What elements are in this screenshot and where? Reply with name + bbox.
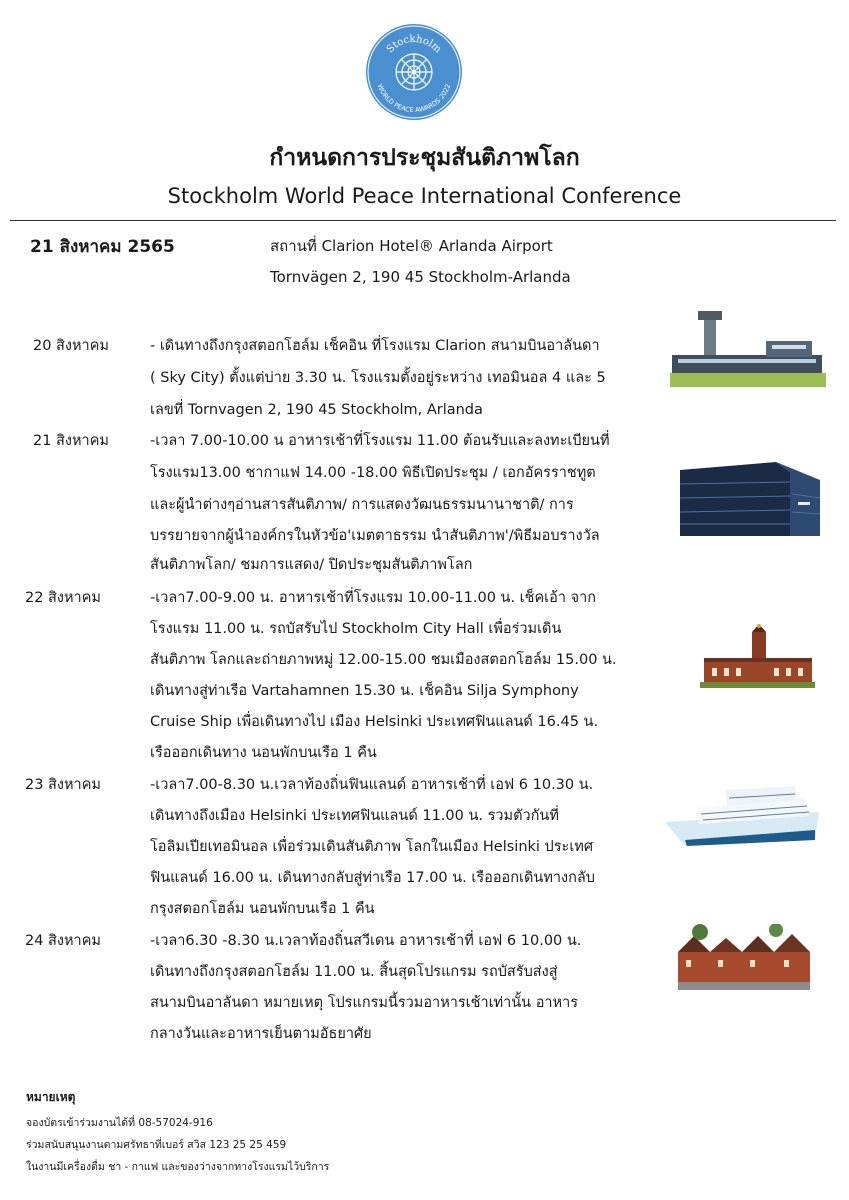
schedule-line: Cruise Ship เพื่อเดินทางไป เมือง Helsinki ประเทศฟินแลนด์ 16.45 น. xyxy=(150,714,599,730)
peace-awards-logo xyxy=(364,22,464,122)
day-date: 23 สิงหาคม xyxy=(25,777,101,793)
schedule-line: เรือออกเดินทาง นอนพักบนเรือ 1 คืน xyxy=(150,745,377,761)
note-item: ร่วมสนับสนุนงานตามศรัทธาที่เบอร์ สวิส 123 25 25 459 xyxy=(26,1139,287,1151)
schedule-line: เดินทางถึงกรุงสตอกโฮล์ม 11.00 น. สิ้นสุดโปรแกรม รถบัสรับส่งสู่ xyxy=(150,964,558,980)
schedule-line: โรงแรม 11.00 น. รถบัสรับไป Stockholm City Hall เพื่อร่วมเดิน xyxy=(150,621,562,637)
schedule-line: เลขที่ Tornvagen 2, 190 45 Stockholm, Arlanda xyxy=(150,402,483,418)
schedule-line: กรุงสตอกโฮล์ม นอนพักบนเรือ 1 คืน xyxy=(150,901,375,917)
page-title-english: Stockholm World Peace International Conference xyxy=(167,184,682,208)
schedule-line: โรงแรม13.00 ชากาแฟ 14.00 -18.00 พิธีเปิดประชุม / เอกอัครราชทูต xyxy=(150,465,596,481)
day-date: 20 สิงหาคม xyxy=(33,338,109,354)
hotel-building-icon xyxy=(680,460,820,540)
day-date: 22 สิงหาคม xyxy=(25,590,101,606)
schedule-line: กลางวันและอาหารเย็นตามอัธยาศัย xyxy=(150,1026,372,1042)
schedule-line: เดินทางถึงเมือง Helsinki ประเทศฟินแลนด์ 11.00 น. รวมตัวกันที่ xyxy=(150,808,559,824)
notes-title: หมายเหตุ xyxy=(26,1090,76,1104)
cruise-ship-icon xyxy=(665,782,819,852)
schedule-line: สันติภาพ โลกและถ่ายภาพหมู่ 12.00-15.00 ชมเมืองสตอกโฮล์ม 15.00 น. xyxy=(150,652,617,668)
schedule-line: สนามบินอาลันดา หมายเหตุ โปรแกรมนี้รวมอาหารเช้าเท่านั้น อาหาร xyxy=(150,995,579,1011)
schedule-line: -เวลา6.30 -8.30 น.เวลาท้องถิ่นสวีเดน อาหารเช้าที่ เอฟ 6 10.00 น. xyxy=(150,933,582,949)
day-date: 24 สิงหาคม xyxy=(25,933,101,949)
schedule-line: โอลิมเปียเทอมินอล เพื่อร่วมเดินสันติภาพ โลกในเมือง Helsinki ประเทศ xyxy=(150,839,594,855)
schedule-line: และผู้นำต่างๆอ่านสารสันติภาพ/ การแสดงวัฒนธรรมนานาชาติ/ การ xyxy=(150,497,574,513)
schedule-line: ( Sky City) ตั้งแต่บ่าย 3.30 น. โรงแรมตั้งอยู่ระหว่าง เทอมินอล 4 และ 5 xyxy=(150,370,606,386)
city-hall-icon xyxy=(700,622,815,688)
schedule-line: สันติภาพโลก/ ชมการแสดง/ ปิดประชุมสันติภาพโลก xyxy=(150,557,473,573)
event-venue: สถานที่ Clarion Hotel® Arlanda Airport xyxy=(270,237,553,255)
schedule-line: เดินทางสู่ท่าเรือ Vartahamnen 15.30 น. เช็คอิน Silja Symphony xyxy=(150,683,579,699)
old-town-houses-icon xyxy=(678,924,810,990)
event-address: Tornvägen 2, 190 45 Stockholm-Arlanda xyxy=(270,268,571,286)
title-divider xyxy=(10,220,836,221)
schedule-line: - เดินทางถึงกรุงสตอกโฮล์ม เช็คอิน ที่โรงแรม Clarion สนามบินอาลันดา xyxy=(150,338,600,354)
un-globe-emblem-icon xyxy=(396,54,432,90)
event-date: 21 สิงหาคม 2565 xyxy=(30,237,175,257)
schedule-line: บรรยายจากผู้นำองค์กรในหัวข้อ'เมตตาธรรม นำสันติภาพ'/พิธีมอบรางวัล xyxy=(150,528,600,544)
schedule-line: -เวลา7.00-8.30 น.เวลาท้องถิ่นฟินแลนด์ อาหารเช้าที่ เอฟ 6 10.30 น. xyxy=(150,777,594,793)
logo-arc-top: Stockholm xyxy=(384,33,444,56)
note-item: จองบัตรเข้าร่วมงานได้ที่ 08-57024-916 xyxy=(26,1117,213,1129)
schedule-line: -เวลา 7.00-10.00 น อาหารเช้าที่โรงแรม 11.00 ต้อนรับและลงทะเบียนที่ xyxy=(150,433,610,449)
schedule-line: -เวลา7.00-9.00 น. อาหารเช้าที่โรงแรม 10.00-11.00 น. เช็คเอ้า จาก xyxy=(150,590,597,606)
airport-tower-icon xyxy=(670,311,826,391)
schedule-line: ฟินแลนด์ 16.00 น. เดินทางกลับสู่ท่าเรือ 17.00 น. เรือออกเดินทางกลับ xyxy=(150,870,595,886)
day-date: 21 สิงหาคม xyxy=(33,433,109,449)
page-title-thai: กำหนดการประชุมสันติภาพโลก xyxy=(269,145,580,171)
note-item: ในงานมีเครื่องดื่ม ชา - กาแฟ และของว่างจากทางโรงแรมไว้บริการ xyxy=(26,1161,330,1173)
logo-arc-bottom: WORLD PEACE AWARDS 2022 xyxy=(375,82,453,115)
